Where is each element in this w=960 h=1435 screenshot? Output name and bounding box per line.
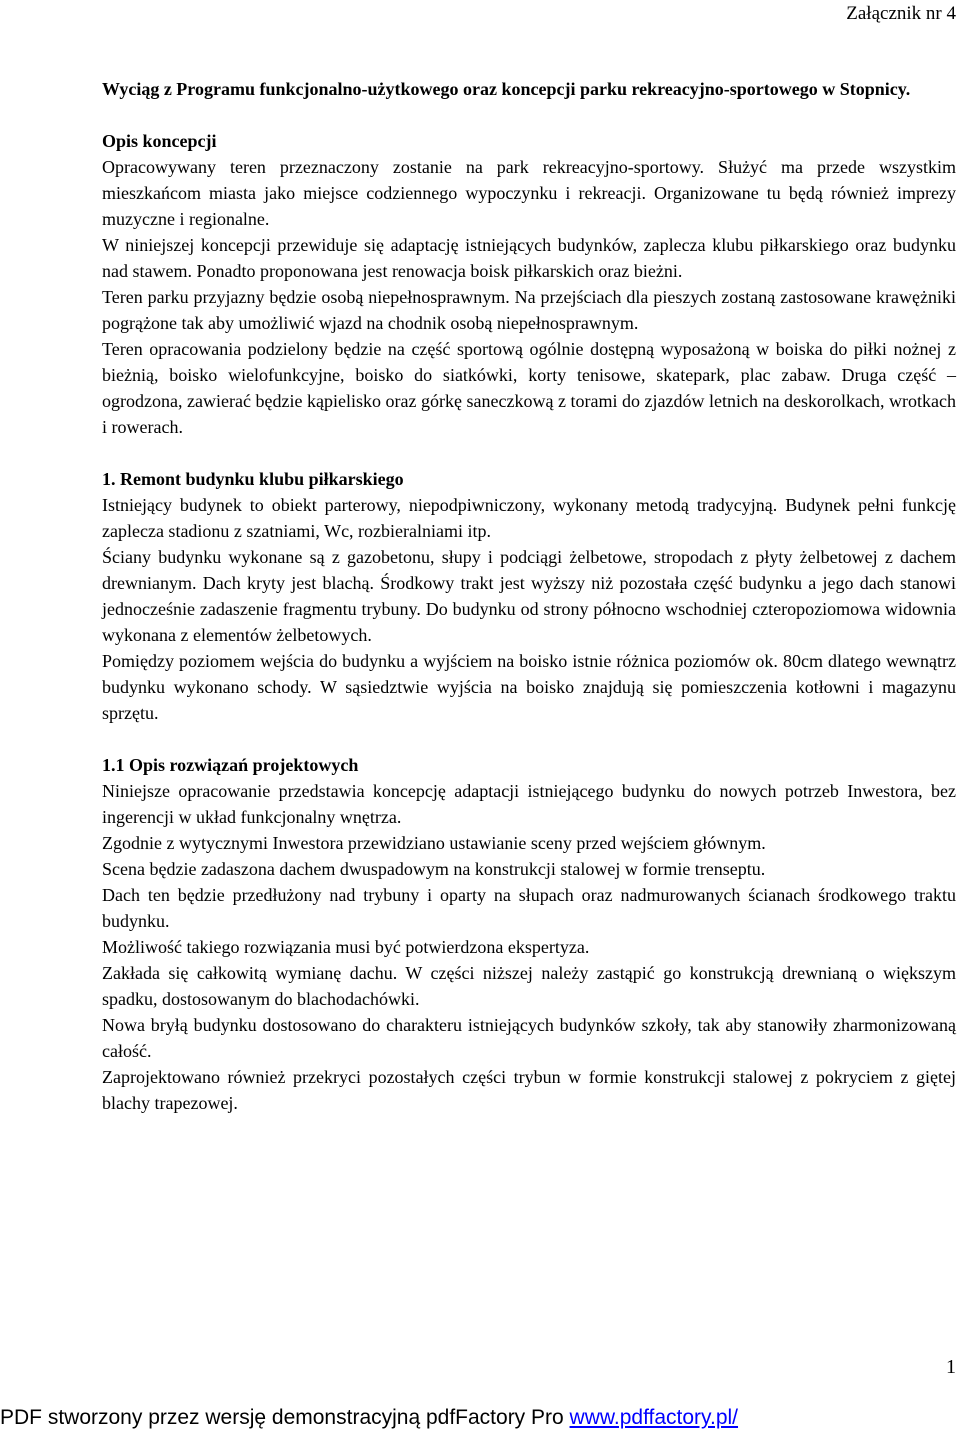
paragraph: Pomiędzy poziomem wejścia do budynku a wyjściem na boisko istnie różnica poziomów ok. 80cm dlatego wewnątrz budynku wykonano schody. W sąsiedztwie wyjścia na boisko znajdują się pomieszczenia kotłowni i magazynu sprzętu. [102, 651, 956, 723]
spacer [102, 726, 956, 752]
section-heading-1-1: 1.1 Opis rozwiązań projektowych [102, 755, 359, 775]
paragraph: Opracowywany teren przeznaczony zostanie na park rekreacyjno-sportowy. Służyć ma przede wszystkim mieszkańcom miasta jako miejsce codziennego wypoczynku i rekreacji. Organizowane tu będą również imprezy muzyczne i regionalne. [102, 157, 956, 229]
paragraph: Ściany budynku wykonane są z gazobetonu, słupy i podciągi żelbetowe, stropodach z płyty żelbetowej z dachem drewnianym. Dach kryty jest blachą. Środkowy trakt jest wyższy niż pozostała część budynku a jego dach stanowi jednocześnie zadaszenie fragmentu trybuny. Do budynku od strony północno wschodniej czteropoziomowa widownia wykonana z elementów żelbetowych. [102, 547, 956, 645]
paragraph: Teren parku przyjazny będzie osobą niepełnosprawnym. Na przejściach dla pieszych zostaną zastosowane krawężniki pogrążone tak aby umożliwić wjazd na chodnik osobą niepełnosprawnym. [102, 287, 956, 333]
paragraph: Zakłada się całkowitą wymianę dachu. W części niższej należy zastąpić go konstrukcją drewnianą o większym spadku, dostosowanym do blachodachówki. [102, 963, 956, 1009]
paragraph: Scena będzie zadaszona dachem dwuspadowym na konstrukcji stalowej w formie trenseptu. [102, 859, 766, 879]
paragraph: Możliwość takiego rozwiązania musi być potwierdzona ekspertyza. [102, 937, 590, 957]
paragraph: Zaprojektowano również przekryci pozostałych części trybun w formie konstrukcji stalowej z pokryciem z giętej blachy trapezowej. [102, 1067, 956, 1113]
document-body [102, 76, 956, 1116]
spacer [102, 102, 956, 128]
footer-link[interactable]: www.pdffactory.pl/ [569, 1406, 739, 1429]
attachment-label: Załącznik nr 4 [846, 3, 956, 24]
paragraph: Zgodnie z wytycznymi Inwestora przewidziano ustawianie sceny przed wejściem głównym. [102, 833, 766, 853]
paragraph: W niniejszej koncepcji przewiduje się adaptację istniejących budynków, zaplecza klubu piłkarskiego oraz budynku nad stawem. Ponadto proponowana jest renowacja boisk piłkarskich oraz bieżni. [102, 235, 956, 281]
section-heading-1: 1. Remont budynku klubu piłkarskiego [102, 469, 404, 489]
paragraph: Teren opracowania podzielony będzie na część sportową ogólnie dostępną wyposażoną w boiska do piłki nożnej z bieżnią, boisko wielofunkcyjne, boisko do siatkówki, korty tenisowe, skatepark, plac zabaw. Druga część – ogrodzona, zawierać będzie kąpielisko oraz górkę saneczkową z torami do zjazdów letnich na deskorolkach, wrotkach i rowerach. [102, 339, 956, 437]
paragraph: Niniejsze opracowanie przedstawia koncepcję adaptacji istniejącego budynku do nowych potrzeb Inwestora, bez ingerencji w układ funkcjonalny wnętrza. [102, 781, 956, 827]
spacer [102, 440, 956, 466]
section-heading-concept: Opis koncepcji [102, 131, 217, 151]
page-number: 1 [946, 1356, 956, 1378]
paragraph: Nowa bryłą budynku dostosowano do charakteru istniejących budynków szkoły, tak aby stanowiły zharmonizowaną całość. [102, 1015, 956, 1061]
pdf-footer [0, 1404, 960, 1432]
paragraph: Istniejący budynek to obiekt parterowy, niepodpiwniczony, wykonany metodą tradycyjną. Budynek pełni funkcję zaplecza stadionu z szatniami, Wc, rozbieralniami itp. [102, 495, 956, 541]
paragraph: Dach ten będzie przedłużony nad trybuny i oparty na słupach oraz nadmurowanych ścianach środkowego traktu budynku. [102, 885, 956, 931]
footer-text: PDF stworzony przez wersję demonstracyjną pdfFactory Pro [0, 1406, 570, 1429]
document-title: Wyciąg z Programu funkcjonalno-użytkowego oraz koncepcji parku rekreacyjno-sportowego w Stopnicy. [102, 79, 911, 99]
